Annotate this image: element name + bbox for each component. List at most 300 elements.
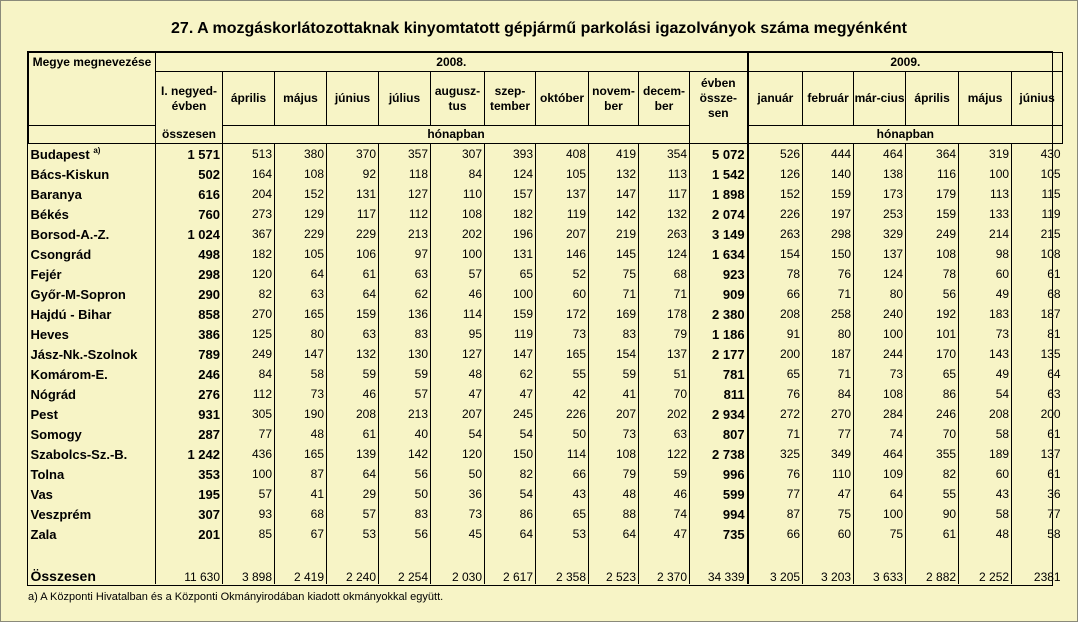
- month-value-2009: 66: [748, 524, 803, 544]
- month-value-2009: 108: [854, 384, 906, 404]
- month-value-2009: 115: [1012, 184, 1063, 204]
- month-value-2008: 367: [251, 227, 272, 241]
- county-subheader: [29, 126, 156, 144]
- table-row: [29, 144, 1063, 165]
- month-value-2009: 73: [854, 364, 906, 384]
- month-value-2008: 114: [536, 444, 589, 464]
- q1-value: 616: [156, 184, 223, 204]
- county-name-text: Borsod-A.-Z.: [30, 226, 110, 242]
- county-name: [29, 244, 156, 264]
- year-total-header: évben össze-sen: [690, 72, 748, 126]
- month-value-2008: 122: [639, 444, 690, 464]
- month-value-2008: 357: [379, 144, 431, 165]
- month-value-2009: 80: [803, 324, 854, 344]
- county-name: [29, 524, 156, 544]
- month-value-2008: 213: [379, 404, 431, 424]
- q1-value: 290: [156, 284, 223, 304]
- county-name: [29, 144, 156, 165]
- month-value-2009: 189: [959, 444, 1012, 464]
- month-value-2008: 147: [485, 344, 536, 364]
- month-value-2009: 98: [959, 244, 1012, 264]
- month-value-2008: 127: [431, 344, 485, 364]
- month-header-2009: június: [1012, 72, 1063, 126]
- year-2008-header: 2008.: [156, 53, 748, 72]
- month-value-2009: 108: [906, 244, 959, 264]
- month-value-2008: 48: [275, 424, 327, 444]
- month-value-2008: 150: [485, 444, 536, 464]
- table-row: [29, 244, 1063, 264]
- q1-value: 201: [156, 524, 223, 544]
- year-total-value: 3 149: [690, 224, 748, 244]
- month-value-2009: 74: [854, 424, 906, 444]
- month-value-2009: 49: [959, 284, 1012, 304]
- month-value-2009: 263: [748, 224, 803, 244]
- month-value-2009: 76: [748, 464, 803, 484]
- county-name-text: Fejér: [30, 266, 62, 282]
- table-row: [29, 324, 1063, 344]
- data-table: [28, 52, 1063, 584]
- month-value-2008: 50: [536, 424, 589, 444]
- month-value-2008: 71: [639, 284, 690, 304]
- month-header-2008: október: [536, 72, 589, 126]
- month-value-2008: 263: [639, 224, 690, 244]
- month-value-2009: 58: [959, 424, 1012, 444]
- month-value-2009: 150: [803, 244, 854, 264]
- month-value-2009: 55: [906, 484, 959, 504]
- month-value-2009: 60: [959, 264, 1012, 284]
- year-total-value: 34 339: [690, 544, 748, 584]
- month-value-2009: 110: [803, 464, 854, 484]
- month-value-2009: 2381: [1012, 544, 1063, 584]
- month-value-2008: 57: [379, 384, 431, 404]
- month-header-2009: január: [748, 72, 803, 126]
- month-value-2009: 61: [1012, 264, 1063, 284]
- month-value-2008: 84: [431, 164, 485, 184]
- month-value-2008: 63: [379, 264, 431, 284]
- county-name: [29, 224, 156, 244]
- month-value-2009: 61: [1012, 424, 1063, 444]
- month-value-2009: 253: [854, 204, 906, 224]
- month-value-2009: 82: [906, 464, 959, 484]
- month-value-2008: 165: [275, 444, 327, 464]
- month-value-2009: 240: [854, 304, 906, 324]
- month-value-2009: 137: [1012, 444, 1063, 464]
- q1-value: 502: [156, 164, 223, 184]
- month-value-2008: 182: [485, 204, 536, 224]
- footnote: a) A Központi Hivatalban és a Központi Okmányirodában kiadott okmányokkal együtt.: [28, 591, 444, 603]
- month-value-2008: 67: [275, 524, 327, 544]
- month-value-2008: 513: [251, 147, 272, 161]
- year-total-value: 5 072: [690, 144, 748, 165]
- month-value-2008: 132: [639, 204, 690, 224]
- month-value-2008: 47: [431, 384, 485, 404]
- month-value-2008: 2 617: [485, 544, 536, 584]
- month-value-2008: 85: [258, 527, 272, 541]
- month-value-2008: 56: [379, 524, 431, 544]
- month-value-2008: 131: [327, 184, 379, 204]
- month-value-2008: 393: [485, 144, 536, 165]
- month-value-2008: 204: [251, 187, 272, 201]
- month-value-2008: 56: [379, 464, 431, 484]
- month-value-2008: 79: [639, 324, 690, 344]
- month-value-2008: 119: [485, 324, 536, 344]
- table-row: [29, 444, 1063, 464]
- month-value-2008: 73: [589, 424, 639, 444]
- month-value-2008: 36: [431, 484, 485, 504]
- month-value-2008: 59: [639, 464, 690, 484]
- month-value-2008: 202: [431, 224, 485, 244]
- month-value-2008: 84: [258, 367, 272, 381]
- month-value-2009: 60: [959, 464, 1012, 484]
- month-value-2009: 2 252: [959, 544, 1012, 584]
- year-total-value: 807: [690, 424, 748, 444]
- month-value-2009: 91: [748, 324, 803, 344]
- month-value-2009: 179: [906, 184, 959, 204]
- month-value-2009: 119: [1012, 204, 1063, 224]
- month-value-2008: 146: [536, 244, 589, 264]
- month-value-2008: 112: [252, 387, 272, 401]
- month-value-2009: 137: [854, 244, 906, 264]
- month-value-2009: 464: [854, 144, 906, 165]
- county-name-text: Pest: [30, 406, 58, 422]
- month-value-2009: 349: [803, 444, 854, 464]
- month-value-2008: 370: [327, 144, 379, 165]
- month-value-2008: 48: [431, 364, 485, 384]
- month-value-2009: 71: [803, 284, 854, 304]
- month-value-2008: 219: [589, 224, 639, 244]
- table-row: [29, 304, 1063, 324]
- month-value-2009: 43: [959, 484, 1012, 504]
- month-value-2009: 135: [1012, 344, 1063, 364]
- month-value-2009: 71: [803, 364, 854, 384]
- year-total-value: 2 934: [690, 404, 748, 424]
- month-value-2008: 64: [485, 524, 536, 544]
- month-value-2009: 3 205: [748, 544, 803, 584]
- month-value-2009: 78: [748, 264, 803, 284]
- month-value-2008: 2 254: [379, 544, 431, 584]
- month-value-2008: 48: [589, 484, 639, 504]
- month-value-2008: 73: [431, 504, 485, 524]
- year-total-value: 909: [690, 284, 748, 304]
- q1-value: 931: [156, 404, 223, 424]
- q1-value: 498: [156, 244, 223, 264]
- month-value-2008: 112: [379, 204, 431, 224]
- month-value-2008: 70: [639, 384, 690, 404]
- month-value-2008: 178: [639, 304, 690, 324]
- county-name: [29, 204, 156, 224]
- month-value-2008: 57: [431, 264, 485, 284]
- table-row: [29, 544, 1063, 584]
- month-value-2009: 75: [803, 504, 854, 524]
- month-value-2008: 50: [379, 484, 431, 504]
- county-name: [29, 464, 156, 484]
- month-value-2008: 41: [589, 384, 639, 404]
- table-row: [29, 284, 1063, 304]
- month-value-2009: 84: [803, 384, 854, 404]
- month-value-2009: 80: [854, 284, 906, 304]
- month-value-2008: 57: [258, 487, 272, 501]
- month-value-2008: 41: [275, 484, 327, 504]
- table-row: [29, 524, 1063, 544]
- month-value-2008: 147: [589, 184, 639, 204]
- month-value-2008: 100: [431, 244, 485, 264]
- table-row: [29, 484, 1063, 504]
- month-value-2008: 147: [275, 344, 327, 364]
- month-value-2009: 109: [854, 464, 906, 484]
- month-value-2009: 66: [748, 284, 803, 304]
- county-name-text: Csongrád: [30, 246, 92, 262]
- table-row: [29, 224, 1063, 244]
- month-value-2008: 73: [536, 324, 589, 344]
- month-value-2008: 59: [589, 364, 639, 384]
- month-value-2008: 83: [379, 324, 431, 344]
- month-value-2008: 120: [251, 267, 272, 281]
- year-total-value: 1 634: [690, 244, 748, 264]
- month-value-2008: 119: [536, 204, 589, 224]
- month-value-2008: 92: [327, 164, 379, 184]
- month-value-2009: 65: [906, 364, 959, 384]
- month-value-2009: 108: [1012, 244, 1063, 264]
- month-value-2008: 58: [275, 364, 327, 384]
- county-header: Megye megnevezése: [29, 53, 156, 126]
- month-value-2009: 226: [748, 204, 803, 224]
- county-name: [29, 364, 156, 384]
- month-value-2008: 52: [536, 264, 589, 284]
- table-row: [29, 344, 1063, 364]
- month-value-2008: 273: [251, 207, 272, 221]
- county-name: [29, 324, 156, 344]
- month-value-2009: 200: [1012, 404, 1063, 424]
- month-value-2009: 77: [748, 484, 803, 504]
- month-value-2008: 172: [536, 304, 589, 324]
- month-value-2009: 364: [906, 144, 959, 165]
- year-total-value: 2 177: [690, 344, 748, 364]
- month-value-2008: 118: [379, 164, 431, 184]
- month-value-2009: 284: [854, 404, 906, 424]
- county-name-text: Békés: [30, 206, 69, 222]
- month-value-2009: 100: [854, 504, 906, 524]
- year-total-value: 923: [690, 264, 748, 284]
- month-value-2008: 154: [589, 344, 639, 364]
- q1-value: 276: [156, 384, 223, 404]
- month-value-2008: 213: [379, 224, 431, 244]
- month-value-2009: 105: [1012, 164, 1063, 184]
- county-name-text: Baranya: [30, 186, 82, 202]
- month-header-2008: augusz-tus: [431, 72, 485, 126]
- q1-value: 1 024: [156, 224, 223, 244]
- month-value-2008: 136: [379, 304, 431, 324]
- county-name: [29, 284, 156, 304]
- month-value-2009: 143: [959, 344, 1012, 364]
- month-value-2009: 81: [1012, 324, 1063, 344]
- month-value-2008: 182: [251, 247, 272, 261]
- month-value-2008: 74: [639, 504, 690, 524]
- month-value-2009: 298: [803, 224, 854, 244]
- month-value-2008: 64: [327, 284, 379, 304]
- month-value-2009: 116: [906, 164, 959, 184]
- table-row: [29, 424, 1063, 444]
- month-value-2009: 61: [906, 524, 959, 544]
- month-value-2008: 106: [327, 244, 379, 264]
- month-value-2008: 208: [327, 404, 379, 424]
- q1-value: 353: [156, 464, 223, 484]
- month-value-2008: 190: [275, 404, 327, 424]
- month-value-2009: 140: [803, 164, 854, 184]
- county-name-text: Tolna: [30, 466, 65, 482]
- month-value-2009: 58: [959, 504, 1012, 524]
- month-value-2008: 66: [536, 464, 589, 484]
- month-value-2009: 159: [803, 184, 854, 204]
- month-value-2009: 329: [854, 224, 906, 244]
- month-value-2009: 249: [906, 224, 959, 244]
- month-value-2008: 88: [589, 504, 639, 524]
- month-value-2008: 108: [431, 204, 485, 224]
- month-value-2008: 57: [327, 504, 379, 524]
- county-name-text: Heves: [30, 326, 69, 342]
- year-total-value: 994: [690, 504, 748, 524]
- month-value-2008: 249: [251, 347, 272, 361]
- month-value-2009: 47: [803, 484, 854, 504]
- month-value-2008: 29: [327, 484, 379, 504]
- month-value-2009: 77: [1012, 504, 1063, 524]
- month-value-2008: 105: [536, 164, 589, 184]
- county-name-text: Vas: [30, 486, 53, 502]
- month-value-2008: 100: [485, 284, 536, 304]
- county-name: [29, 304, 156, 324]
- month-value-2008: 68: [275, 504, 327, 524]
- month-value-2008: 270: [251, 307, 272, 321]
- county-name: [29, 484, 156, 504]
- q1-value: 307: [156, 504, 223, 524]
- month-value-2008: 87: [275, 464, 327, 484]
- month-value-2008: 142: [379, 444, 431, 464]
- table-row: [29, 464, 1063, 484]
- month-value-2009: 101: [906, 324, 959, 344]
- month-value-2008: 226: [536, 404, 589, 424]
- month-value-2008: 380: [275, 144, 327, 165]
- q1-value: 298: [156, 264, 223, 284]
- month-value-2008: 436: [251, 447, 272, 461]
- county-name: [29, 424, 156, 444]
- month-value-2008: 3 898: [241, 570, 272, 584]
- county-name-text: Hajdú - Bihar: [30, 306, 112, 322]
- month-value-2008: 47: [639, 524, 690, 544]
- month-value-2009: 60: [803, 524, 854, 544]
- month-value-2008: 73: [275, 384, 327, 404]
- month-value-2008: 124: [639, 244, 690, 264]
- q1-value: 11 630: [156, 544, 223, 584]
- month-value-2008: 46: [327, 384, 379, 404]
- month-value-2009: 3 203: [803, 544, 854, 584]
- county-name-text: Somogy: [30, 426, 82, 442]
- month-value-2009: 192: [906, 304, 959, 324]
- month-value-2009: 36: [1012, 484, 1063, 504]
- table-row: [29, 364, 1063, 384]
- month-header-2008: április: [223, 72, 275, 126]
- month-header-2008: szep-tember: [485, 72, 536, 126]
- county-name: [29, 504, 156, 524]
- month-value-2008: 164: [251, 167, 272, 181]
- month-value-2009: 76: [803, 264, 854, 284]
- county-name-text: Veszprém: [30, 506, 92, 522]
- month-value-2008: 114: [431, 304, 485, 324]
- year-total-value: 1 186: [690, 324, 748, 344]
- q1-value: 386: [156, 324, 223, 344]
- month-value-2009: 100: [854, 324, 906, 344]
- year-total-value: 2 738: [690, 444, 748, 464]
- month-value-2008: 62: [379, 284, 431, 304]
- month-value-2008: 159: [485, 304, 536, 324]
- month-value-2009: 113: [959, 184, 1012, 204]
- q1-value: 287: [156, 424, 223, 444]
- month-value-2009: 64: [854, 484, 906, 504]
- month-value-2009: 325: [748, 444, 803, 464]
- month-value-2008: 152: [275, 184, 327, 204]
- month-value-2008: 63: [275, 284, 327, 304]
- year-total-value: 735: [690, 524, 748, 544]
- month-header-2009: már-cius: [854, 72, 906, 126]
- county-name: [29, 264, 156, 284]
- month-value-2008: 207: [536, 224, 589, 244]
- county-name: [29, 444, 156, 464]
- month-value-2009: 430: [1012, 144, 1063, 165]
- month-value-2008: 229: [327, 224, 379, 244]
- q1-value: 760: [156, 204, 223, 224]
- month-value-2008: 307: [431, 144, 485, 165]
- year-total-value: 996: [690, 464, 748, 484]
- month-value-2008: 45: [431, 524, 485, 544]
- month-value-2009: 138: [854, 164, 906, 184]
- year-total-value: 811: [690, 384, 748, 404]
- table-container: [27, 51, 1061, 586]
- county-name-text: Szabolcs-Sz.-B.: [30, 446, 128, 462]
- month-value-2008: 408: [536, 144, 589, 165]
- month-value-2008: 55: [536, 364, 589, 384]
- month-value-2009: 100: [959, 164, 1012, 184]
- table-row: [29, 264, 1063, 284]
- month-value-2008: 68: [639, 264, 690, 284]
- month-value-2009: 133: [959, 204, 1012, 224]
- month-value-2009: 48: [959, 524, 1012, 544]
- county-name-text: Bács-Kiskun: [30, 166, 110, 182]
- month-value-2008: 65: [485, 264, 536, 284]
- month-value-2008: 305: [251, 407, 272, 421]
- month-value-2008: 53: [536, 524, 589, 544]
- table-row: [29, 164, 1063, 184]
- table-row: [29, 404, 1063, 424]
- month-value-2008: 137: [639, 344, 690, 364]
- county-name-text: Győr-M-Sopron: [30, 286, 126, 302]
- month-value-2008: 354: [639, 144, 690, 165]
- month-value-2009: 68: [1012, 284, 1063, 304]
- month-value-2009: 90: [906, 504, 959, 524]
- month-value-2008: 132: [589, 164, 639, 184]
- q1-value: 246: [156, 364, 223, 384]
- table-body: [29, 144, 1063, 585]
- month-value-2008: 105: [275, 244, 327, 264]
- month-value-2009: 126: [748, 164, 803, 184]
- q1-value: 1 242: [156, 444, 223, 464]
- table-row: [29, 184, 1063, 204]
- month-value-2008: 82: [485, 464, 536, 484]
- month-value-2008: 61: [327, 424, 379, 444]
- month-value-2009: 526: [748, 144, 803, 165]
- year-2009-header: 2009.: [748, 53, 1063, 72]
- q1-value: 858: [156, 304, 223, 324]
- month-value-2008: 95: [431, 324, 485, 344]
- month-value-2008: 63: [327, 324, 379, 344]
- month-value-2008: 157: [485, 184, 536, 204]
